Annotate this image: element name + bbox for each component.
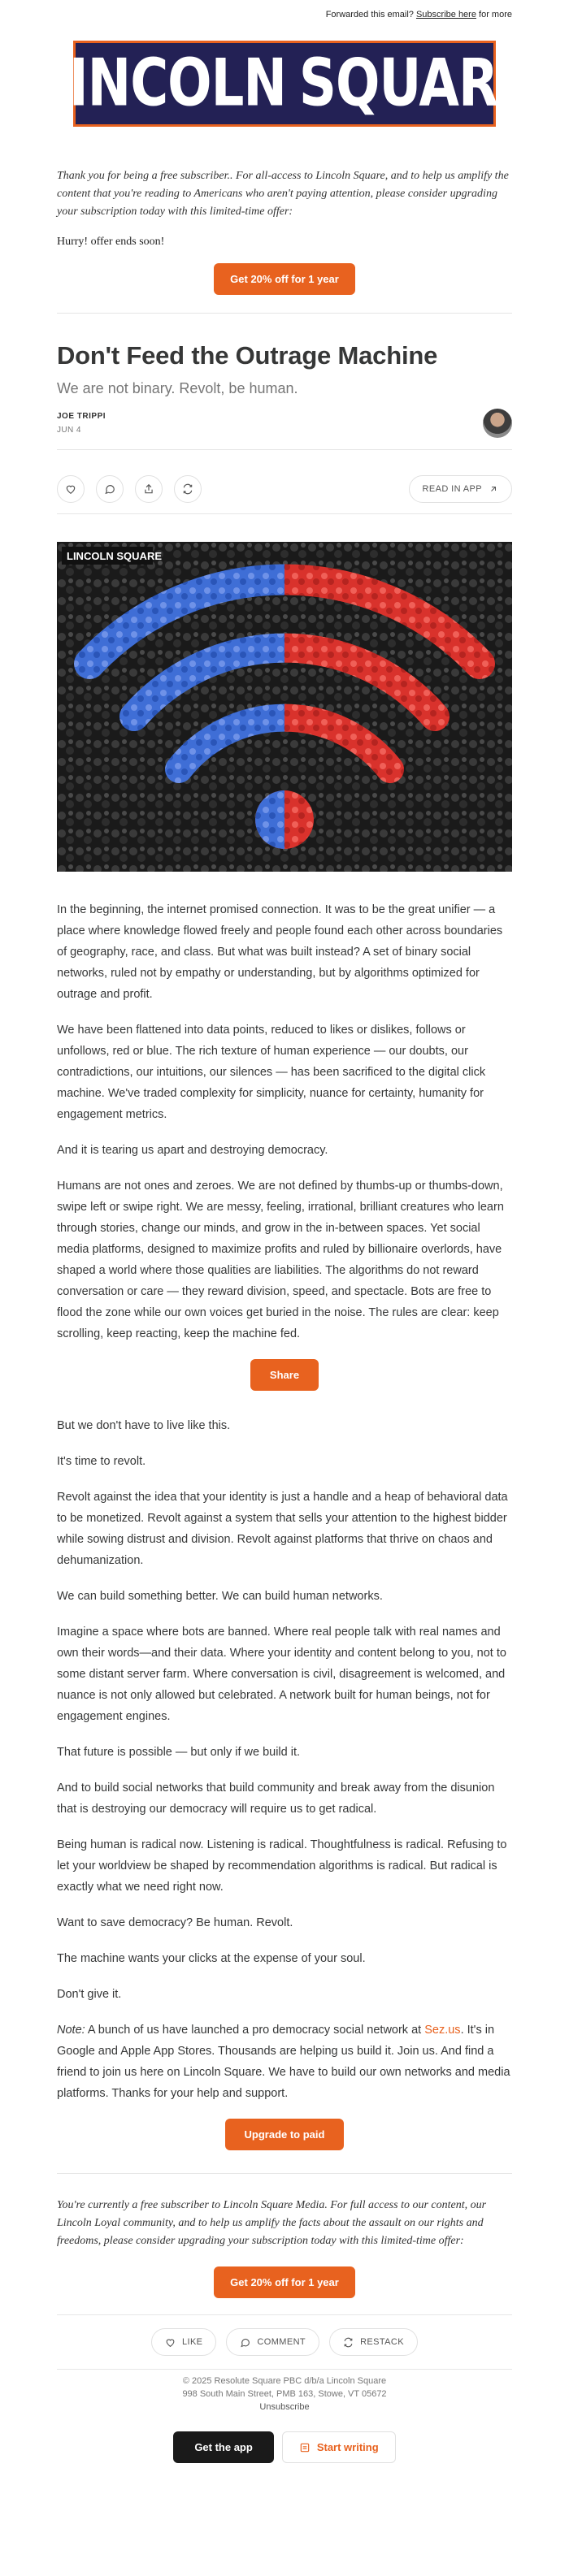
- author-avatar[interactable]: [483, 409, 512, 438]
- share-icon: [143, 483, 154, 495]
- arrow-up-right-icon: [489, 484, 498, 494]
- hero-watermark: LINCOLN SQUARE: [67, 550, 162, 562]
- heart-icon: [165, 2337, 176, 2348]
- intro-message: Thank you for being a free subscriber.. For all-access to Lincoln Square, and to help us amplify the content that you're reading to Americans who aren't paying attention, please consider upgrading your subscription today with this limited-time offer:: [57, 170, 509, 218]
- paragraph: Don't give it.: [57, 1988, 122, 2001]
- forwarded-tail: for more: [479, 10, 512, 19]
- paragraph: That future is possible — but only if we build it.: [57, 1746, 301, 1759]
- paragraph: Want to save democracy? Be human. Revolt.: [57, 1916, 293, 1929]
- paragraph: Revolt against the idea that your identity is just a handle and a heap of behavioral data to be monetized. Revolt against a system that sells your attention to the highest bidder while sowing distrust and division. Revolt against platforms that thrive on chaos and dehumanization.: [57, 1491, 508, 1567]
- post-subtitle: We are not binary. Revolt, be human.: [57, 380, 298, 396]
- comment-icon: [104, 483, 115, 495]
- note-text-cont: . It's in Google and Apple App Stores. Thousands are helping us build it. Join us. And find a friend to join us here on Lincoln Square. We have to build our own networks and media platforms. Thanks for your help and support.: [57, 2024, 510, 2100]
- read-in-app-button[interactable]: [409, 475, 512, 503]
- divider: [57, 513, 512, 514]
- unsubscribe-link[interactable]: Unsubscribe: [259, 2402, 310, 2412]
- paragraph: And to build social networks that build community and break away from the disunion that is destroying our democracy will require us to get radical.: [57, 1782, 495, 1816]
- comment-label: COMMENT: [257, 2337, 306, 2347]
- paragraph: And it is tearing us apart and destroying democracy.: [57, 1144, 328, 1157]
- logo-word-square: SQUARE: [298, 45, 532, 122]
- note-text: A bunch of us have launched a pro democracy social network at: [87, 2024, 422, 2037]
- comment-button[interactable]: [96, 475, 124, 503]
- like-pill-button[interactable]: [151, 2328, 216, 2356]
- comment-pill-button[interactable]: [226, 2328, 319, 2356]
- divider: [57, 2369, 512, 2370]
- read-in-app-label: READ IN APP: [422, 484, 482, 494]
- footer: [57, 2375, 512, 2414]
- heart-icon: [65, 483, 76, 495]
- share-button[interactable]: [135, 475, 163, 503]
- like-button[interactable]: [57, 475, 85, 503]
- divider: [57, 313, 512, 314]
- restack-label: RESTACK: [360, 2337, 405, 2347]
- restack-icon: [182, 483, 193, 495]
- offer-urgency: Hurry! offer ends soon!: [57, 236, 165, 248]
- post-body: [57, 899, 512, 2150]
- divider: [57, 449, 512, 450]
- discount-offer-button[interactable]: Get 20% off for 1 year: [214, 263, 355, 295]
- post-title[interactable]: Don't Feed the Outrage Machine: [57, 341, 438, 370]
- restack-pill-button[interactable]: [329, 2328, 418, 2356]
- comment-icon: [240, 2337, 250, 2348]
- post-date: JUN 4: [57, 426, 81, 435]
- paragraph: We can build something better. We can build human networks.: [57, 1590, 383, 1603]
- start-writing-label: Start writing: [316, 2441, 379, 2453]
- note-label: Note:: [57, 2024, 85, 2037]
- footer-actions: [57, 2431, 512, 2463]
- outro-message: You're currently a free subscriber to Lincoln Square Media. For full access to our content, our Lincoln Loyal community, and to help us amplify the facts about the assault on our rights and freedoms, please consider upgrading your subscription today with this limited-time offer:: [57, 2199, 487, 2247]
- hero-image[interactable]: [57, 542, 512, 872]
- paragraph: But we don't have to live like this.: [57, 1419, 231, 1432]
- restack-icon: [343, 2337, 354, 2348]
- pen-icon: [299, 2442, 311, 2453]
- paragraph: The machine wants your clicks at the expense of your soul.: [57, 1952, 366, 1965]
- subscribe-link[interactable]: Subscribe here: [415, 10, 476, 19]
- upgrade-button[interactable]: Upgrade to paid: [225, 2119, 345, 2150]
- address-text: 998 South Main Street, PMB 163, Stowe, VT 05672: [182, 2389, 387, 2399]
- forwarded-bar: [57, 0, 512, 26]
- paragraph: Being human is radical now. Listening is radical. Thoughtfulness is radical. Refusing to let your worldview be shaped by recommendation algorithms is radical. But radical is exactly what we need right now.: [57, 1838, 507, 1894]
- forwarded-text: Forwarded this email?: [325, 10, 414, 19]
- share-post-button[interactable]: Share: [250, 1359, 319, 1391]
- paragraph: Imagine a space where bots are banned. Where real people talk with real names and own their words—and their data. Where your identity and content belong to you, not to some distant server farm. Where conversation is civil, disagreement is welcomed, and nuance is not only allowed but celebrated. A network built for human beings, not for engagement engines.: [57, 1626, 506, 1723]
- copyright-text: © 2025 Resolute Square PBC d/b/a Lincoln Square: [182, 2376, 387, 2386]
- discount-offer-button-bottom[interactable]: Get 20% off for 1 year: [214, 2266, 355, 2298]
- post-meta: [57, 409, 512, 438]
- get-app-button[interactable]: Get the app: [173, 2431, 274, 2463]
- paragraph: In the beginning, the internet promised connection. It was to be the great unifier — a place where knowledge flowed freely and people found each other across boundaries of geography, race, and class. But what was built instead? A set of binary social networks, ruled not by empathy or understanding, but by algorithms optimized for outrage and profit.: [57, 903, 503, 1001]
- wifi-protest-illustration: [57, 542, 512, 872]
- divider: [57, 2173, 512, 2174]
- restack-button[interactable]: [174, 475, 202, 503]
- publication-logo[interactable]: [37, 41, 532, 127]
- start-writing-button[interactable]: [282, 2431, 396, 2463]
- divider: [57, 2314, 512, 2315]
- sez-link[interactable]: Sez.us: [424, 2024, 461, 2037]
- note-paragraph: [57, 2020, 512, 2104]
- paragraph: We have been flattened into data points, reduced to likes or dislikes, follows or unfollows, red or blue. The rich texture of human experience — our doubts, our contradictions, our intuitions, our silences — has been sacrificed to the digital click machine. We've traded complexity for simplicity, nuance for certainty, humanity for engagement metrics.: [57, 1024, 486, 1121]
- author-name[interactable]: JOE TRIPPI: [57, 412, 106, 421]
- logo-word-lincoln: LINCOLN: [37, 45, 286, 122]
- paragraph: Humans are not ones and zeroes. We are not defined by thumbs-up or thumbs-down, swipe left or swipe right. We are messy, feeling, irrational, brilliant creatures who learn through stories, change our minds, and grow in the in-between spaces. Yet social media platforms, designed to maximize profits and ruled by billionaire overlords, have shaped a world where those qualities are liabilities. The algorithms do not reward conversation or care — they reward division, speed, and spectacle. Bots are free to flood the zone while our own voices get buried in the noise. The rules are clear: keep scrolling, keep reacting, keep the machine fed.: [57, 1180, 504, 1340]
- like-label: LIKE: [181, 2337, 203, 2347]
- post-actions: [57, 473, 512, 505]
- engagement-bar: [57, 2328, 512, 2356]
- paragraph: It's time to revolt.: [57, 1455, 146, 1468]
